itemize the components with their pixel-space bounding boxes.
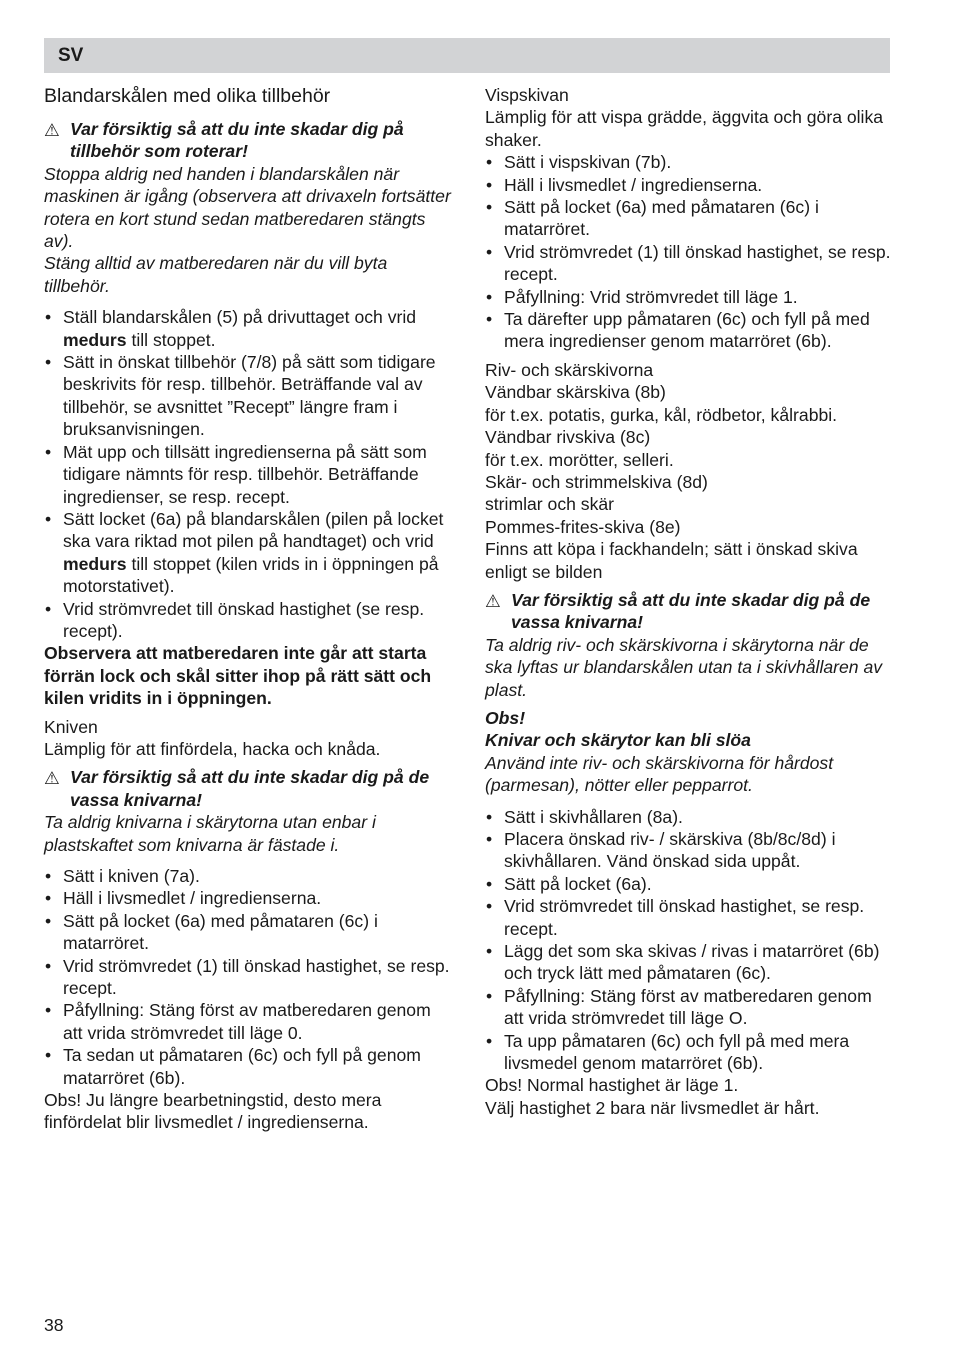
warning-triangle-icon: ⚠ [44,120,60,140]
vispskivan-description: Lämplig för att vispa grädde, äggvita och göra olika shaker. [485,107,884,150]
obs-subheading: Knivar och skärytor kan bli slöa [485,730,751,751]
warning-discs-title [485,589,895,634]
disc-steps [485,806,895,1075]
warning-switch-off-body: Stäng alltid av matberedaren när du vill byta tillbehör. [44,253,388,296]
list-item: • Sätt i skivhållaren (8a). [485,806,895,828]
list-item: • Sätt in önskat tillbehör (7/8) på sätt som tidigare beskrivits för resp. tillbehör. Beträffande val av tillbehör, se avsnittet ”Recept” längre fram i bruksanvisningen. [44,351,454,441]
obs-heading: Obs! [485,707,526,728]
page-number: 38 [44,1315,64,1335]
knife-note: Obs! Ju längre bearbetningstid, desto mera finfördelat blir livsmedlet / ingredienserna. [44,1090,382,1133]
list-item: • Sätt i vispskivan (7b). [485,151,895,173]
warning-knives-title [44,766,454,811]
warning-discs-text: Var försiktig så att du inte skadar dig på de vassa knivarna! [511,589,871,633]
list-item: • Påfyllning: Vrid strömvredet till läge 1. [485,286,895,308]
left-column [44,84,454,1134]
riv-line: Vändbar rivskiva (8c) [485,427,651,448]
warning-triangle-icon: ⚠ [44,768,60,789]
section-title: Blandarskålen med olika tillbehör [44,85,331,107]
list-item: • Påfyllning: Stäng först av matberedaren genom att vrida strömvredet till läge O. [485,985,895,1030]
warning-rotating-body: Stoppa aldrig ned handen i blandarskålen när maskinen är igång (observera att drivaxeln fortsätter rotera en kort stund sedan matberedaren stängts av). [44,163,451,252]
riv-line: för t.ex. potatis, gurka, kål, rödbetor, kålrabbi. [485,404,838,425]
obs-body: Använd inte riv- och skärskivorna för hårdost (parmesan), nötter eller pepparrot. [485,752,834,796]
list-item: • Mät upp och tillsätt ingredienserna på sätt som tidigare nämnts för resp. tillbehör. Beträffande ingredienser, se resp. recept. [44,441,454,508]
speed-note: Välj hastighet 2 bara när livsmedlet är hårt. [485,1097,820,1118]
list-item: • Häll i livsmedlet / ingredienserna. [44,887,454,909]
language-header-bar [44,38,890,73]
warning-rotating-title [44,118,454,163]
list-item: • Påfyllning: Stäng först av matberedaren genom att vrida strömvredet till läge 0. [44,999,454,1044]
knife-steps [44,865,454,1089]
list-item: • Ta sedan ut påmataren (6c) och fyll på genom matarröret (6b). [44,1044,454,1089]
riv-line: Pommes-frites-skiva (8e) [485,516,681,537]
list-item: • Häll i livsmedlet / ingredienserna. [485,174,895,196]
warning-knives-text: Var försiktig så att du inte skadar dig på de vassa knivarna! [70,767,430,810]
list-item: • Ställ blandarskålen (5) på drivuttaget och vrid medurs till stoppet. [44,306,454,351]
warning-triangle-icon: ⚠ [485,590,501,611]
warning-rotating-text: Var försiktig så att du inte skadar dig på tillbehör som roterar! [70,119,404,162]
riv-line: Finns att köpa i fackhandeln; sätt i önskad skiva enligt se bilden [485,539,858,582]
list-item: • Vrid strömvredet (1) till önskad hastighet, se resp. recept. [44,955,454,1000]
right-column [485,84,895,1119]
list-item: • Ta därefter upp påmataren (6c) och fyll på med mera ingredienser genom matarröret (6b). [485,308,895,353]
list-item: • Sätt på locket (6a) med påmataren (6c) i matarröret. [44,910,454,955]
riv-line: Vändbar skärskiva (8b) [485,382,666,403]
whisk-steps [485,151,895,353]
list-item: • Lägg det som ska skivas / rivas i matarröret (6b) och tryck lätt med påmataren (6c). [485,940,895,985]
riv-line: för t.ex. morötter, selleri. [485,449,674,470]
kniven-description: Lämplig för att finfördela, hacka och knåda. [44,738,381,759]
kniven-heading: Kniven [44,716,98,737]
warning-discs-body: Ta aldrig riv- och skärskivorna i skärytorna när de ska lyftas ur blandarskålen utan ta i skivhållaren av plast. [485,634,883,700]
warning-knives-body: Ta aldrig knivarna i skärytorna utan enbar i plastskaftet som knivarna är fästade i. [44,812,376,855]
list-item: • Vrid strömvredet (1) till önskad hastighet, se resp. recept. [485,241,895,286]
list-item: • Vrid strömvredet till önskad hastighet, se resp. recept. [485,895,895,940]
list-item: • Sätt locket (6a) på blandarskålen (pilen på locket ska vara riktad mot pilen på handtaget) och vrid medurs till stoppet (kilen vrids in i öppningen på motorstativet). [44,508,454,598]
observe-notice: Observera att matberedaren inte går att starta förrän lock och skål sitter ihop på rätt sätt och kilen vridits in i öppningen. [44,643,432,709]
list-item: • Ta upp påmataren (6c) och fyll på med mera livsmedel genom matarröret (6b). [485,1030,895,1075]
list-item: • Sätt i kniven (7a). [44,865,454,887]
riv-heading: Riv- och skärskivorna [485,359,654,380]
language-code: SV [58,45,84,66]
list-item: • Sätt på locket (6a) med påmataren (6c) i matarröret. [485,196,895,241]
speed-note: Obs! Normal hastighet är läge 1. [485,1075,739,1096]
riv-line: Skär- och strimmelskiva (8d) [485,471,708,492]
list-item: • Sätt på locket (6a). [485,873,895,895]
list-item: • Placera önskad riv- / skärskiva (8b/8c/8d) i skivhållaren. Vänd önskad sida uppåt. [485,828,895,873]
assembly-steps [44,306,454,642]
vispskivan-heading: Vispskivan [485,85,569,105]
riv-line: strimlar och skär [485,494,615,515]
list-item: • Vrid strömvredet till önskad hastighet (se resp. recept). [44,598,454,643]
